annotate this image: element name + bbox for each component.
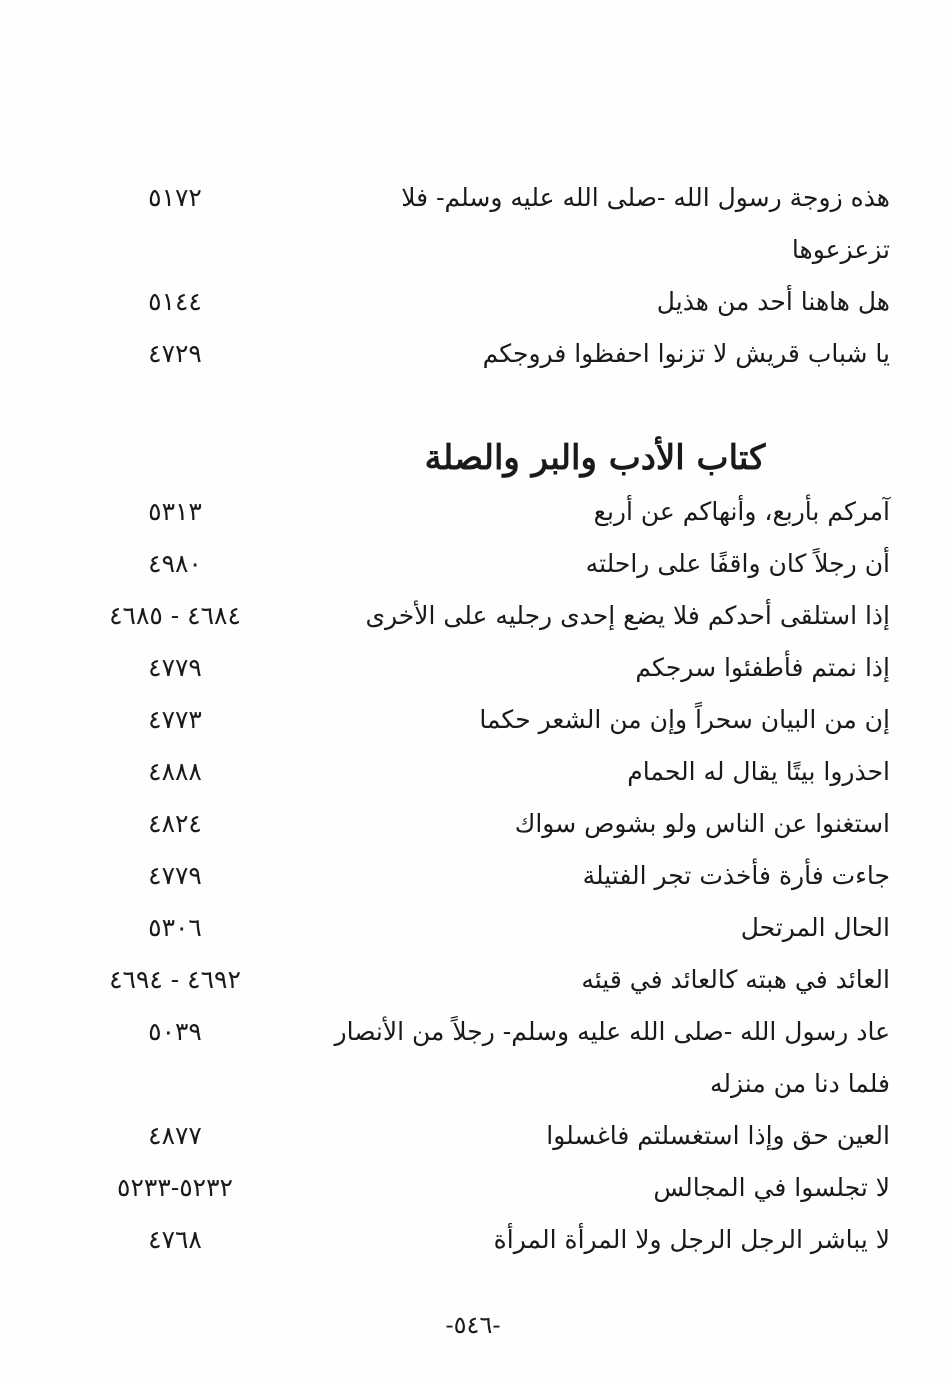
hadith-number: ٥١٧٢ bbox=[148, 183, 202, 212]
hadith-text: العائد في هبته كالعائد في قيئه bbox=[581, 965, 890, 994]
hadith-text: هذه زوجة رسول الله -صلى الله عليه وسلم- فلا bbox=[401, 183, 890, 212]
hadith-text: احذروا بيتًا يقال له الحمام bbox=[627, 757, 890, 786]
hadith-number: ٤٨٧٧ bbox=[148, 1121, 202, 1150]
index-entry bbox=[60, 172, 890, 224]
hadith-number: ٥٣١٣ bbox=[148, 497, 202, 526]
hadith-text: جاءت فأرة فأخذت تجر الفتيلة bbox=[582, 861, 890, 890]
index-entry bbox=[60, 276, 890, 328]
index-entry bbox=[60, 1214, 890, 1266]
hadith-number: ٥٠٣٩ bbox=[148, 1017, 202, 1046]
hadith-text: الحال المرتحل bbox=[740, 913, 890, 942]
hadith-text: استغنوا عن الناس ولو بشوص سواك bbox=[514, 809, 890, 838]
index-entry bbox=[60, 746, 890, 798]
hadith-text: إذا استلقى أحدكم فلا يضع إحدى رجليه على الأخرى bbox=[365, 601, 890, 630]
hadith-number: ٤٦٩٢ - ٤٦٩٤ bbox=[109, 965, 241, 994]
hadith-number: ٥٣٠٦ bbox=[148, 913, 202, 942]
hadith-text: لا يباشر الرجل الرجل ولا المرأة المرأة bbox=[493, 1225, 890, 1254]
index-entry bbox=[60, 694, 890, 746]
index-entry bbox=[60, 642, 890, 694]
page-number: -٥٤٦- bbox=[445, 1311, 501, 1339]
hadith-text: أن رجلاً كان واقفًا على راحلته bbox=[585, 549, 890, 578]
hadith-text: يا شباب قريش لا تزنوا احفظوا فروجكم bbox=[482, 339, 890, 368]
hadith-number: ٤٨٨٨ bbox=[148, 757, 202, 786]
hadith-text: عاد رسول الله -صلى الله عليه وسلم- رجلاً من الأنصار bbox=[334, 1017, 890, 1046]
hadith-text: إذا نمتم فأطفئوا سرجكم bbox=[635, 653, 890, 682]
hadith-number: ٤٦٨٤ - ٤٦٨٥ bbox=[109, 601, 241, 630]
hadith-number: ٤٧٦٨ bbox=[148, 1225, 202, 1254]
hadith-number: ٥٢٣٢-٥٢٣٣ bbox=[117, 1173, 233, 1202]
index-entry bbox=[60, 954, 890, 1006]
index-entry bbox=[60, 1006, 890, 1058]
index-entry bbox=[60, 1058, 890, 1110]
hadith-number: ٤٧٧٩ bbox=[148, 861, 202, 890]
hadith-text: لا تجلسوا في المجالس bbox=[653, 1173, 890, 1202]
index-entry bbox=[60, 538, 890, 590]
hadith-text: هل هاهنا أحد من هذيل bbox=[656, 287, 890, 316]
hadith-text: إن من البيان سحراً وإن من الشعر حكما bbox=[479, 705, 890, 734]
index-entry bbox=[60, 798, 890, 850]
hadith-number: ٤٩٨٠ bbox=[148, 549, 202, 578]
index-entry bbox=[60, 1110, 890, 1162]
hadith-text: العين حق وإذا استغسلتم فاغسلوا bbox=[546, 1121, 890, 1150]
index-entry bbox=[60, 1162, 890, 1214]
hadith-text: تزعزعوها bbox=[791, 235, 890, 264]
hadith-number: ٤٧٧٩ bbox=[148, 653, 202, 682]
hadith-number: ٥١٤٤ bbox=[148, 287, 202, 316]
hadith-number: ٤٨٢٤ bbox=[148, 809, 202, 838]
index-entry bbox=[60, 590, 890, 642]
hadith-number: ٤٧٢٩ bbox=[148, 339, 202, 368]
hadith-text: آمركم بأربع، وأنهاكم عن أربع bbox=[593, 497, 890, 526]
index-entry bbox=[60, 902, 890, 954]
hadith-number: ٤٧٧٣ bbox=[148, 705, 202, 734]
index-entry bbox=[60, 850, 890, 902]
index-entry bbox=[60, 224, 890, 276]
index-entry bbox=[60, 328, 890, 380]
index-entry bbox=[60, 486, 890, 538]
section-heading: كتاب الأدب والبر والصلة bbox=[424, 438, 766, 478]
hadith-text: فلما دنا من منزله bbox=[709, 1069, 890, 1098]
